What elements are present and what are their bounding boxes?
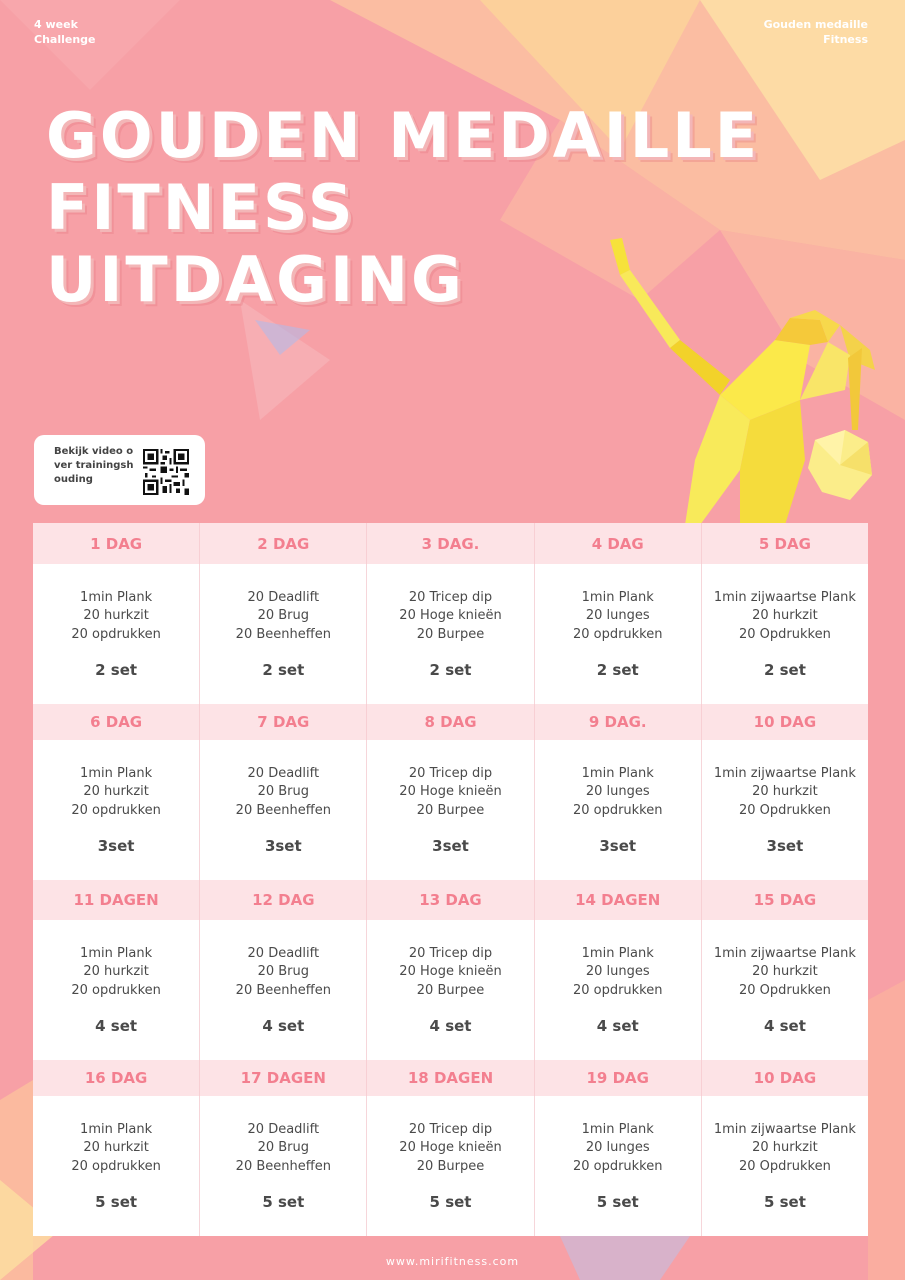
exercise-item: 20 Burpee [416, 1158, 485, 1174]
exercise-item: 20 lunges [585, 964, 650, 980]
qr-caption: Bekijk video over trainingshouding [54, 446, 134, 485]
exercise-item: 20 opdrukken [572, 1158, 663, 1174]
exercise-item: 1min zijwaartse Plank [713, 945, 856, 961]
day-header-row [33, 704, 868, 740]
exercise-item: 20 opdrukken [572, 626, 663, 642]
brand-label-line1: Gouden medaille [763, 18, 868, 31]
set-count: 3set [97, 837, 135, 856]
set-count: 5 set [596, 1193, 639, 1212]
challenge-label-line1: 4 week [34, 18, 78, 31]
set-count: 4 set [95, 1017, 138, 1036]
exercise-item: 20 opdrukken [71, 626, 161, 642]
day-cell [535, 740, 702, 880]
challenge-label-line2: Challenge [34, 33, 96, 46]
day-cell [200, 920, 367, 1060]
exercise-item: 20 hurkzit [752, 784, 818, 800]
set-count: 3set [599, 837, 637, 856]
day-cell [33, 564, 200, 704]
challenge-label [34, 17, 96, 47]
exercise-item: 1min zijwaartse Plank [713, 1121, 856, 1137]
exercise-item: 1min Plank [80, 1121, 153, 1137]
day-header-row [33, 523, 868, 564]
day-label: 18 DAGEN [367, 1060, 534, 1096]
day-cell [702, 564, 868, 704]
day-label: 10 DAG [753, 1069, 817, 1087]
day-cell [367, 740, 534, 880]
day-label: 14 DAGEN [535, 880, 702, 920]
day-cell [535, 564, 702, 704]
exercise-item: 1min Plank [80, 589, 153, 605]
exercise-item: 20 opdrukken [71, 982, 161, 998]
exercise-item: 20 Beenheffen [235, 626, 331, 642]
day-cell [702, 920, 868, 1060]
exercise-item: 1min Plank [80, 765, 153, 781]
exercise-item: 20 Opdrukken [739, 982, 831, 998]
exercise-row [33, 740, 868, 880]
exercise-item: 20 hurkzit [83, 784, 149, 800]
exercise-item: 20 opdrukken [71, 1158, 161, 1174]
day-label: 19 DAG [535, 1060, 702, 1096]
exercise-item: 1min Plank [581, 1121, 654, 1137]
exercise-item: 20 Burpee [416, 802, 485, 818]
day-label: 6 DAG [33, 704, 200, 740]
set-count: 2 set [429, 661, 472, 680]
day-cell [535, 920, 702, 1060]
exercise-row [33, 564, 868, 704]
exercise-item: 20 opdrukken [572, 982, 663, 998]
day-label: 3 DAG. [367, 523, 534, 564]
day-cell [33, 920, 200, 1060]
day-cell [33, 1096, 200, 1236]
day-cell [702, 1096, 868, 1236]
exercise-item: 20 Tricep dip [408, 765, 493, 781]
set-count: 5 set [429, 1193, 472, 1212]
footer-url: www.mirifitness.com [385, 1255, 520, 1268]
schedule-table [33, 523, 868, 1236]
title-line-1: GOUDEN MEDAILLE [46, 99, 761, 172]
set-count: 3set [432, 837, 469, 856]
exercise-row [33, 920, 868, 1060]
exercise-row [33, 1096, 868, 1236]
set-count: 2 set [596, 661, 639, 680]
exercise-item: 1min Plank [581, 765, 654, 781]
day-label: 16 DAG [33, 1060, 200, 1096]
exercise-item: 20 Brug [257, 608, 310, 624]
exercise-item: 1min Plank [581, 945, 654, 961]
exercise-item: 20 lunges [585, 608, 650, 624]
exercise-item: 1min zijwaartse Plank [713, 765, 856, 781]
exercise-item: 20 Burpee [416, 626, 485, 642]
exercise-item: 20 opdrukken [71, 802, 161, 818]
day-label: 12 DAG [200, 880, 367, 920]
set-count: 3set [766, 837, 804, 856]
day-label: 7 DAG [200, 704, 367, 740]
day-label: 13 DAG [367, 880, 534, 920]
day-label: 4 DAG [535, 523, 702, 564]
set-count: 4 set [596, 1017, 639, 1036]
day-header-row [33, 880, 868, 920]
day-label: 2 DAG [200, 523, 367, 564]
set-count: 4 set [429, 1017, 472, 1036]
exercise-item: 20 Deadlift [247, 589, 320, 605]
week-block [33, 523, 868, 704]
exercise-item: 20 hurkzit [83, 1140, 149, 1156]
brand-label-line2: Fitness [823, 33, 868, 46]
exercise-item: 20 Hoge knieën [399, 608, 502, 624]
exercise-item: 20 Tricep dip [408, 1121, 493, 1137]
exercise-item: 20 lunges [585, 1140, 650, 1156]
exercise-item: 20 Brug [257, 964, 310, 980]
exercise-item: 20 Beenheffen [235, 802, 331, 818]
day-label: 11 DAGEN [33, 880, 200, 920]
exercise-item: 20 Brug [257, 1140, 310, 1156]
exercise-item: 20 Deadlift [247, 945, 320, 961]
qr-card[interactable] [34, 435, 205, 505]
set-count: 3set [264, 837, 302, 856]
day-label: 1 DAG [33, 523, 200, 564]
qr-code-icon[interactable] [143, 449, 189, 495]
set-count: 2 set [262, 661, 305, 680]
day-label: 5 DAG [758, 534, 811, 553]
day-label: 9 DAG. [535, 704, 702, 740]
exercise-item: 20 Tricep dip [408, 589, 493, 605]
day-cell [535, 1096, 702, 1236]
exercise-item: 20 Hoge knieën [399, 784, 502, 800]
exercise-item: 20 Burpee [416, 982, 485, 998]
exercise-item: 20 Hoge knieën [399, 964, 502, 980]
day-label: 15 DAG [753, 891, 817, 909]
set-count: 2 set [95, 661, 138, 680]
exercise-item: 20 Opdrukken [739, 1158, 831, 1174]
day-cell [200, 1096, 367, 1236]
exercise-item: 20 Opdrukken [739, 626, 831, 642]
week-block [33, 704, 868, 880]
exercise-item: 20 hurkzit [83, 608, 149, 624]
set-count: 5 set [763, 1193, 806, 1212]
exercise-item: 20 Brug [257, 784, 310, 800]
exercise-item: 20 hurkzit [752, 1140, 818, 1156]
day-cell [702, 740, 868, 880]
exercise-item: 20 lunges [585, 784, 650, 800]
exercise-item: 20 Opdrukken [739, 802, 831, 818]
exercise-item: 20 hurkzit [752, 964, 818, 980]
day-label: 10 DAG [753, 713, 817, 731]
exercise-item: 20 hurkzit [752, 608, 818, 624]
week-block [33, 880, 868, 1060]
exercise-item: 20 Beenheffen [235, 1158, 331, 1174]
day-cell [367, 920, 534, 1060]
set-count: 2 set [763, 661, 806, 680]
exercise-item: 1min Plank [80, 945, 153, 961]
day-label: 8 DAG [367, 704, 534, 740]
set-count: 5 set [262, 1193, 305, 1212]
set-count: 5 set [95, 1193, 138, 1212]
day-cell [200, 564, 367, 704]
day-cell [200, 740, 367, 880]
exercise-item: 20 opdrukken [572, 802, 663, 818]
exercise-item: 20 Hoge knieën [399, 1140, 502, 1156]
exercise-item: 20 Deadlift [247, 765, 320, 781]
title-line-2: FITNESS [46, 171, 356, 244]
day-cell [367, 564, 534, 704]
exercise-item: 20 Beenheffen [235, 982, 331, 998]
exercise-item: 20 Tricep dip [408, 945, 493, 961]
brand-label [764, 17, 868, 47]
week-block [33, 1060, 868, 1236]
exercise-item: 20 hurkzit [83, 964, 149, 980]
day-header-row [33, 1060, 868, 1096]
set-count: 4 set [262, 1017, 305, 1036]
exercise-item: 1min Plank [581, 589, 654, 605]
exercise-item: 20 Deadlift [247, 1121, 320, 1137]
exercise-item: 1min zijwaartse Plank [713, 589, 856, 605]
day-cell [367, 1096, 534, 1236]
title-line-3: UITDAGING [46, 243, 465, 316]
day-label: 17 DAGEN [200, 1060, 367, 1096]
athlete-illustration [600, 230, 890, 525]
day-cell [33, 740, 200, 880]
set-count: 4 set [763, 1017, 806, 1036]
